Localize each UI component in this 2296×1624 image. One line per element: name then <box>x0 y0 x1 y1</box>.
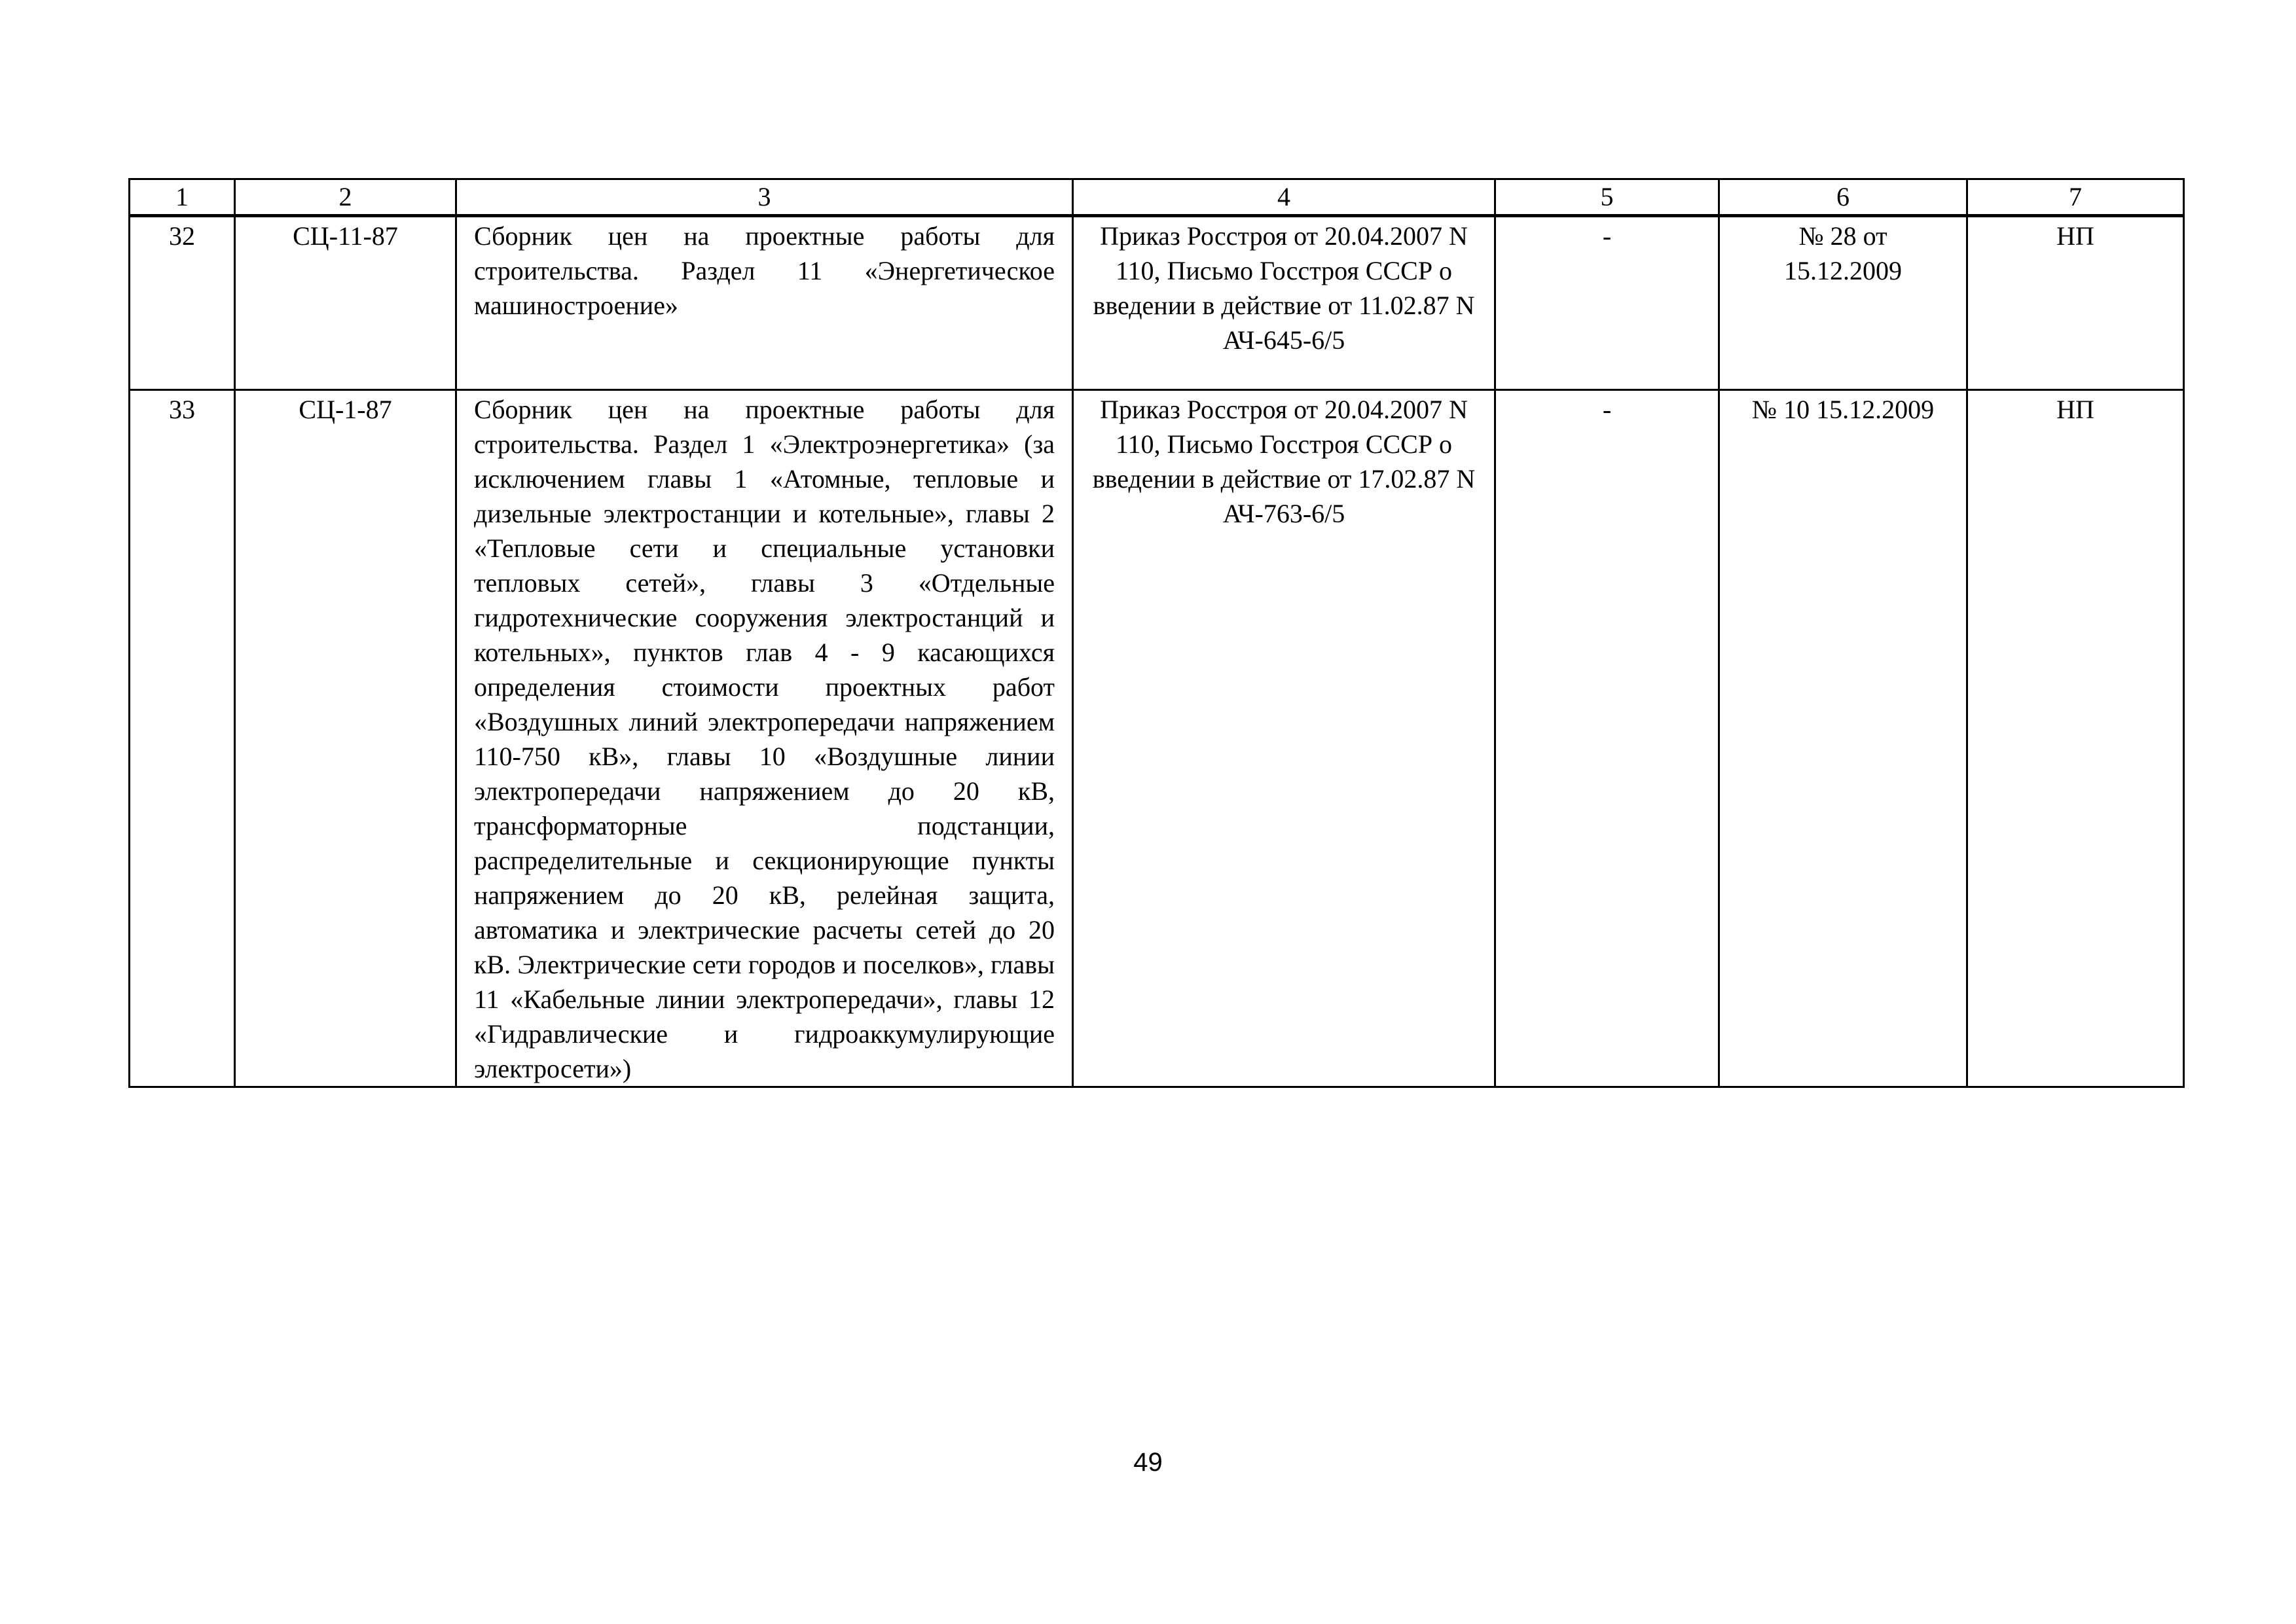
price-book-title: Сборник цен на проектные работы для строительства. Раздел 1 «Электроэнергетика» (за исключением главы 1 «Атомные, тепловые и дизельные электростанции и котельные», главы 2 «Тепловые сети и специальные установки тепловых сетей», главы 3 «Отдельные гидротехнические сооружения электростанций и котельных», пунктов глав 4 - 9 касающихся определения стоимости проектных работ «Воздушных линий электропередачи напряжением 110-750 кВ», главы 10 «Воздушные линии электропередачи напряжением до 20 кВ, трансформаторные подстанции, распределительные и секционирующие пункты напряжением до 20 кВ, релейная защита, автоматика и электрические расчеты сетей до 20 кВ. Электрические сети городов и поселков», главы 11 «Кабельные линии электропередачи», главы 12 «Гидравлические и гидроаккумулирующие электросети») <box>456 390 1073 1087</box>
price-book-title: Сборник цен на проектные работы для строительства. Раздел 11 «Энергетическое машиностроение» <box>456 216 1073 390</box>
column-6-value: № 10 15.12.2009 <box>1719 390 1967 1087</box>
row-number: 33 <box>130 390 235 1087</box>
header-col-7: 7 <box>1967 179 2184 216</box>
header-col-5: 5 <box>1495 179 1719 216</box>
column-7-value: НП <box>1967 390 2184 1087</box>
price-book-code: СЦ-1-87 <box>235 390 456 1087</box>
header-col-4: 4 <box>1073 179 1495 216</box>
header-row <box>130 179 2184 216</box>
header-col-6: 6 <box>1719 179 1967 216</box>
page-number: 49 <box>1133 1448 1163 1477</box>
column-5-value: - <box>1495 216 1719 390</box>
price-book-code: СЦ-11-87 <box>235 216 456 390</box>
legal-basis: Приказ Росстроя от 20.04.2007 N 110, Письмо Госстроя СССР о введении в действие от 17.02.87 N АЧ-763-6/5 <box>1073 390 1495 1087</box>
column-7-value: НП <box>1967 216 2184 390</box>
header-col-1: 1 <box>130 179 235 216</box>
row-number: 32 <box>130 216 235 390</box>
column-6-value: № 28 от 15.12.2009 <box>1719 216 1967 390</box>
header-col-2: 2 <box>235 179 456 216</box>
header-col-3: 3 <box>456 179 1073 216</box>
table-row <box>130 216 2184 390</box>
document-table <box>128 178 2185 1088</box>
column-5-value: - <box>1495 390 1719 1087</box>
table-row <box>130 390 2184 1087</box>
legal-basis: Приказ Росстроя от 20.04.2007 N 110, Письмо Госстроя СССР о введении в действие от 11.02.87 N АЧ-645-6/5 <box>1073 216 1495 390</box>
